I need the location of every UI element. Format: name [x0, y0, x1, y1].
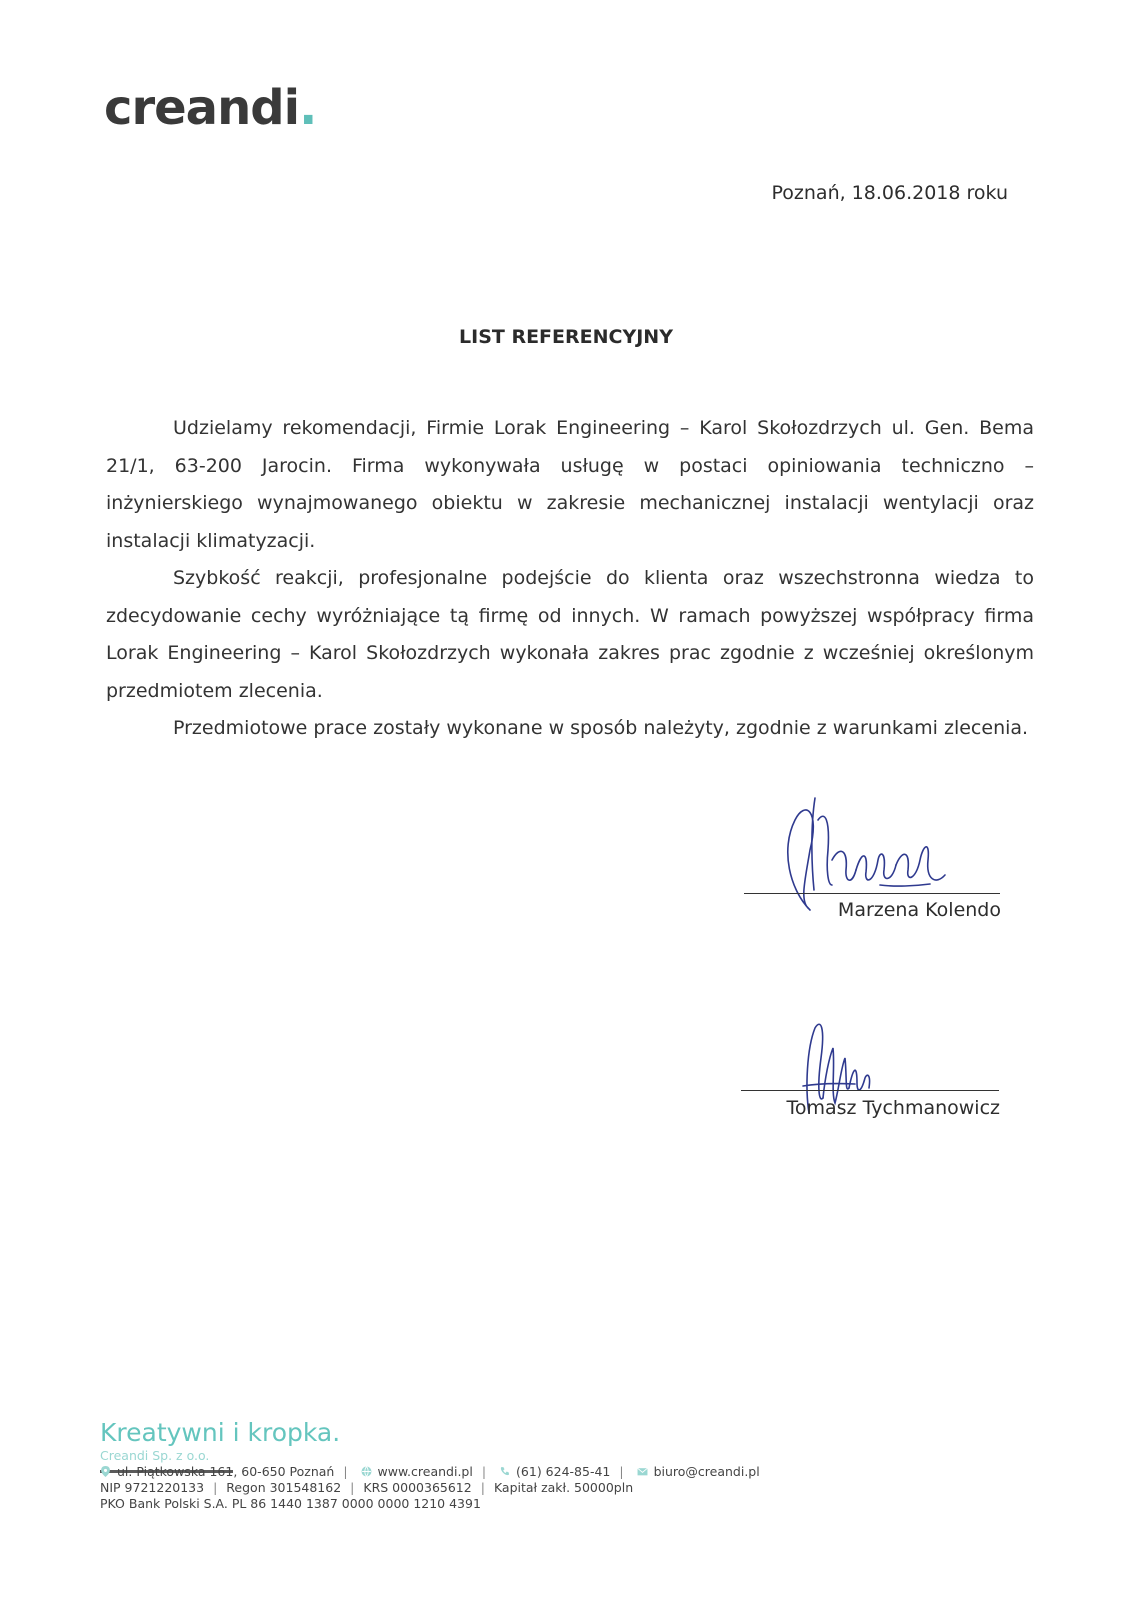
footer-company: Creandi Sp. z o.o.	[100, 1448, 210, 1463]
letter-title: LIST REFERENCYJNY	[459, 326, 673, 348]
signature-1-line	[744, 893, 1000, 894]
footer-phone: (61) 624-85-41	[516, 1464, 611, 1479]
separator: |	[480, 1480, 485, 1495]
envelope-icon	[637, 1466, 648, 1477]
paragraph-3: Przedmiotowe prace zostały wykonane w sposób należyty, zgodnie z warunkami zlecenia.	[173, 717, 1029, 739]
footer-address: ul. Piątkowska 161, 60-650 Poznań	[117, 1464, 335, 1479]
letter-body	[106, 410, 1034, 748]
globe-icon	[361, 1466, 372, 1477]
separator: |	[481, 1464, 487, 1479]
footer-bank: PKO Bank Polski S.A. PL 86 1440 1387 0000 0000 1210 4391	[100, 1496, 481, 1511]
logo-text: creandi	[104, 80, 300, 136]
signature-1-name: Marzena Kolendo	[837, 899, 1001, 921]
phone-icon	[499, 1466, 510, 1477]
letter-date: Poznań, 18.06.2018 roku	[771, 182, 1008, 204]
signature-2-line	[741, 1090, 999, 1091]
footer-capital: Kapitał zakł. 50000pln	[493, 1480, 634, 1495]
footer-krs: KRS 0000365612	[363, 1480, 472, 1495]
footer-contact-row	[100, 1464, 760, 1480]
paragraph-1: Udzielamy rekomendacji, Firmie Lorak Engineering – Karol Skołozdrzych ul. Gen. Bema 21/1, 63-200 Jarocin. Firma wykonywała usługę w postaci opiniowania techniczno – inżynierskiego wynajmowanego obiektu w zakresie mechanicznej instalacji wentylacji oraz instalacji klimatyzacji.	[106, 417, 1034, 552]
paragraph-2: Szybkość reakcji, profesjonalne podejście do klienta oraz wszechstronna wiedza to zdecydowanie cechy wyróżniające tą firmę od innych. W ramach powyższej współpracy firma Lorak Engineering – Karol Skołozdrzych wykonała zakres prac zgodnie z wcześniej określonym przedmiotem zlecenia.	[106, 567, 1034, 702]
separator: |	[350, 1480, 355, 1495]
footer-nip: NIP 9721220133	[100, 1480, 205, 1495]
location-pin-icon	[100, 1466, 111, 1477]
slogan-text: Kreatywni i kropka	[100, 1418, 333, 1447]
footer-registry-row	[100, 1480, 633, 1496]
footer-regon: Regon 301548162	[226, 1480, 342, 1495]
signature-2-name: Tomasz Tychmanowicz	[786, 1097, 1000, 1119]
separator: |	[619, 1464, 624, 1479]
footer-website[interactable]: www.creandi.pl	[377, 1464, 473, 1479]
footer-email[interactable]: biuro@creandi.pl	[653, 1464, 760, 1479]
separator: |	[343, 1464, 348, 1479]
slogan-dot: .	[332, 1418, 341, 1447]
footer-slogan	[100, 1418, 340, 1447]
separator: |	[213, 1480, 218, 1495]
logo-dot: .	[299, 80, 317, 136]
company-logo	[104, 80, 317, 136]
